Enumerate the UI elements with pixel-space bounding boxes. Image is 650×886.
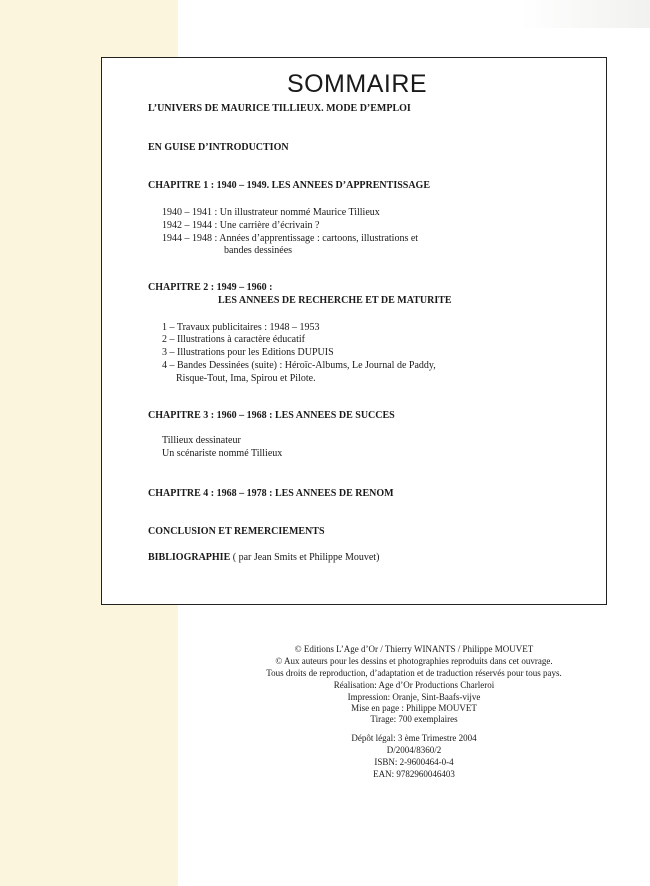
- page-edge-shadow: [520, 0, 650, 28]
- colophon-line: Impression: Oranje, Sint-Baafs-vijve: [347, 692, 481, 702]
- depot-legal-line: D/2004/8360/2: [386, 745, 442, 755]
- chapter-2-heading: CHAPITRE 2 : 1949 – 1960 :: [148, 282, 273, 293]
- toc-entry-introduction: EN GUISE D’INTRODUCTION: [148, 142, 289, 153]
- chapter-2-item: 1 – Travaux publicitaires : 1948 – 1953: [162, 322, 320, 333]
- colophon-line: © Aux auteurs pour les dessins et photographies reproduits dans cet ouvrage.: [275, 656, 553, 666]
- bibliographie-credit: ( par Jean Smits et Philippe Mouvet): [230, 552, 380, 563]
- isbn-line: ISBN: 2-9600464-0-4: [374, 757, 454, 767]
- page-title: SOMMAIRE: [286, 70, 428, 98]
- chapter-2-item: 3 – Illustrations pour les Editions DUPUIS: [162, 347, 334, 358]
- chapter-3-item: Un scénariste nommé Tillieux: [162, 448, 283, 459]
- ean-line: EAN: 9782960046403: [373, 769, 455, 779]
- colophon-line: © Editions L’Age d’Or / Thierry WINANTS / Philippe MOUVET: [294, 644, 534, 654]
- toc-frame: [101, 57, 607, 605]
- colophon-line: Réalisation: Age d’Or Productions Charleroi: [333, 680, 495, 690]
- toc-entry-bibliographie: [148, 552, 379, 564]
- colophon-line: Tous droits de reproduction, d’adaptation et de traduction réservés pour tous pays.: [266, 668, 562, 678]
- chapter-2-item: 4 – Bandes Dessinées (suite) : Héroïc-Albums, Le Journal de Paddy,: [162, 360, 436, 371]
- chapter-4-heading: CHAPITRE 4 : 1968 – 1978 : LES ANNEES DE RENOM: [148, 488, 394, 499]
- chapter-1-item: 1940 – 1941 : Un illustrateur nommé Maurice Tillieux: [162, 207, 380, 218]
- colophon-line: Mise en page : Philippe MOUVET: [351, 703, 477, 713]
- chapter-1-title: : 1940 – 1949. LES ANNEES D’APPRENTISSAGE: [208, 180, 431, 191]
- chapter-1-item: 1942 – 1944 : Une carrière d’écrivain ?: [162, 220, 320, 231]
- depot-legal-line: Dépôt légal: 3 ème Trimestre 2004: [351, 733, 477, 743]
- chapter-3-heading: CHAPITRE 3 : 1960 – 1968 : LES ANNEES DE SUCCES: [148, 410, 395, 421]
- colophon-line: Tirage: 700 exemplaires: [370, 714, 458, 724]
- chapter-2-item-continued: Risque-Tout, Ima, Spirou et Pilote.: [176, 373, 316, 384]
- chapter-2-item: 2 – Illustrations à caractère éducatif: [162, 334, 305, 345]
- chapter-1-label: CHAPITRE 1: [148, 180, 209, 191]
- chapter-1-item: 1944 – 1948 : Années d’apprentissage : cartoons, illustrations et: [162, 233, 419, 244]
- chapter-1-item-continued: bandes dessinées: [224, 245, 293, 256]
- chapter-3-item: Tillieux dessinateur: [162, 435, 241, 446]
- chapter-1-heading: [148, 180, 430, 192]
- bibliographie-label: BIBLIOGRAPHIE: [148, 552, 231, 563]
- toc-entry-univers: L’UNIVERS DE MAURICE TILLIEUX. MODE D’EMPLOI: [148, 103, 411, 114]
- toc-entry-conclusion: CONCLUSION ET REMERCIEMENTS: [148, 526, 325, 537]
- chapter-2-subheading: LES ANNEES DE RECHERCHE ET DE MATURITE: [218, 295, 452, 306]
